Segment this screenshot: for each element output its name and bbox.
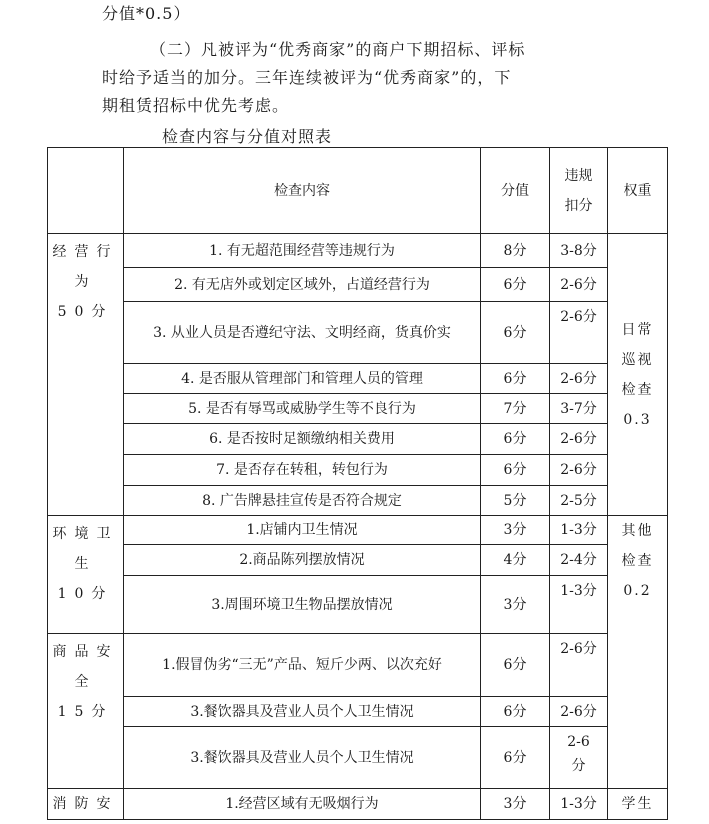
row-score: 4分 (481, 545, 550, 576)
row-deduct: 2-5分 (550, 486, 608, 516)
table-row (48, 394, 668, 424)
paragraph-line: （二）凡被评为“优秀商家”的商户下期招标、评标 (150, 40, 526, 59)
row-score: 3分 (481, 576, 550, 634)
table-row (48, 424, 668, 455)
row-content: 4. 是否服从管理部门和管理人员的管理 (124, 364, 481, 394)
category-fire-safety: 消防安 (48, 789, 124, 820)
row-content: 3.餐饮器具及营业人员个人卫生情况 (124, 697, 481, 727)
row-score: 7分 (481, 394, 550, 424)
table-header-row (48, 148, 668, 234)
row-score: 3分 (481, 516, 550, 545)
table-row (48, 302, 668, 364)
row-content: 1.店铺内卫生情况 (124, 516, 481, 545)
row-score: 3分 (481, 789, 550, 820)
row-deduct: 2-6分 (550, 697, 608, 727)
row-deduct: 2-6分 (550, 364, 608, 394)
row-content: 3.餐饮器具及营业人员个人卫生情况 (124, 727, 481, 789)
table-row (48, 234, 668, 268)
table-row (48, 576, 668, 634)
category-environment-hygiene: 环境卫生 10分 (48, 516, 124, 634)
header-deduct: 违规 扣分 (550, 148, 608, 234)
table-row (48, 268, 668, 302)
row-score: 6分 (481, 424, 550, 455)
row-content: 3.周围环境卫生物品摆放情况 (124, 576, 481, 634)
row-deduct: 3-8分 (550, 234, 608, 268)
table-row (48, 634, 668, 697)
category-business-conduct: 经营行为 50分 (48, 234, 124, 516)
table-row (48, 697, 668, 727)
row-content: 1.假冒伪劣“三无”产品、短斤少两、以次充好 (124, 634, 481, 697)
header-weight: 权重 (608, 148, 668, 234)
row-deduct: 1-3分 (550, 516, 608, 545)
paragraph-line: 期租赁招标中优先考虑。 (102, 96, 290, 115)
row-deduct: 2-6分 (550, 424, 608, 455)
row-deduct: 2-6分 (550, 634, 608, 697)
row-content: 1. 有无超范围经营等违规行为 (124, 234, 481, 268)
table-caption: 检查内容与分值对照表 (162, 127, 333, 146)
header-score: 分值 (481, 148, 550, 234)
row-content: 2.商品陈列摆放情况 (124, 545, 481, 576)
row-content: 1.经营区域有无吸烟行为 (124, 789, 481, 820)
row-score: 5分 (481, 486, 550, 516)
weight-student: 学生 (608, 789, 668, 820)
row-score: 6分 (481, 634, 550, 697)
row-score: 6分 (481, 455, 550, 486)
table-row (48, 789, 668, 820)
category-goods-safety: 商品安全 15分 (48, 634, 124, 789)
row-score: 6分 (481, 364, 550, 394)
row-content: 2. 有无店外或划定区域外，占道经营行为 (124, 268, 481, 302)
row-deduct: 1-3分 (550, 576, 608, 634)
row-content: 7. 是否存在转租，转包行为 (124, 455, 481, 486)
row-score: 6分 (481, 268, 550, 302)
row-score: 8分 (481, 234, 550, 268)
row-content: 6. 是否按时足额缴纳相关费用 (124, 424, 481, 455)
row-deduct: 2-6分 (550, 268, 608, 302)
score-table (47, 147, 668, 820)
header-category (48, 148, 124, 234)
header-content: 检查内容 (124, 148, 481, 234)
table-row (48, 455, 668, 486)
row-deduct: 1-3分 (550, 789, 608, 820)
row-content: 8. 广告牌悬挂宣传是否符合规定 (124, 486, 481, 516)
row-score: 6分 (481, 697, 550, 727)
paragraph-line: 时给予适当的加分。三年连续被评为“优秀商家”的，下 (102, 68, 512, 87)
row-deduct: 2-4分 (550, 545, 608, 576)
table-row (48, 516, 668, 545)
row-content: 3. 从业人员是否遵纪守法、文明经商，货真价实 (124, 302, 481, 364)
weight-daily-inspection: 日常 巡视 检查 0.3 (608, 234, 668, 516)
row-content: 5. 是否有辱骂或威胁学生等不良行为 (124, 394, 481, 424)
table-row (48, 364, 668, 394)
row-score: 6分 (481, 727, 550, 789)
row-deduct: 2-6分 (550, 302, 608, 364)
row-score: 6分 (481, 302, 550, 364)
weight-other-inspection: 其他 检查 0.2 (608, 516, 668, 789)
table-row (48, 486, 668, 516)
row-deduct: 2-6 分 (550, 727, 608, 789)
paragraph-line: 分值*0.5） (102, 4, 191, 23)
table-row (48, 727, 668, 789)
table-row (48, 545, 668, 576)
row-deduct: 2-6分 (550, 455, 608, 486)
row-deduct: 3-7分 (550, 394, 608, 424)
